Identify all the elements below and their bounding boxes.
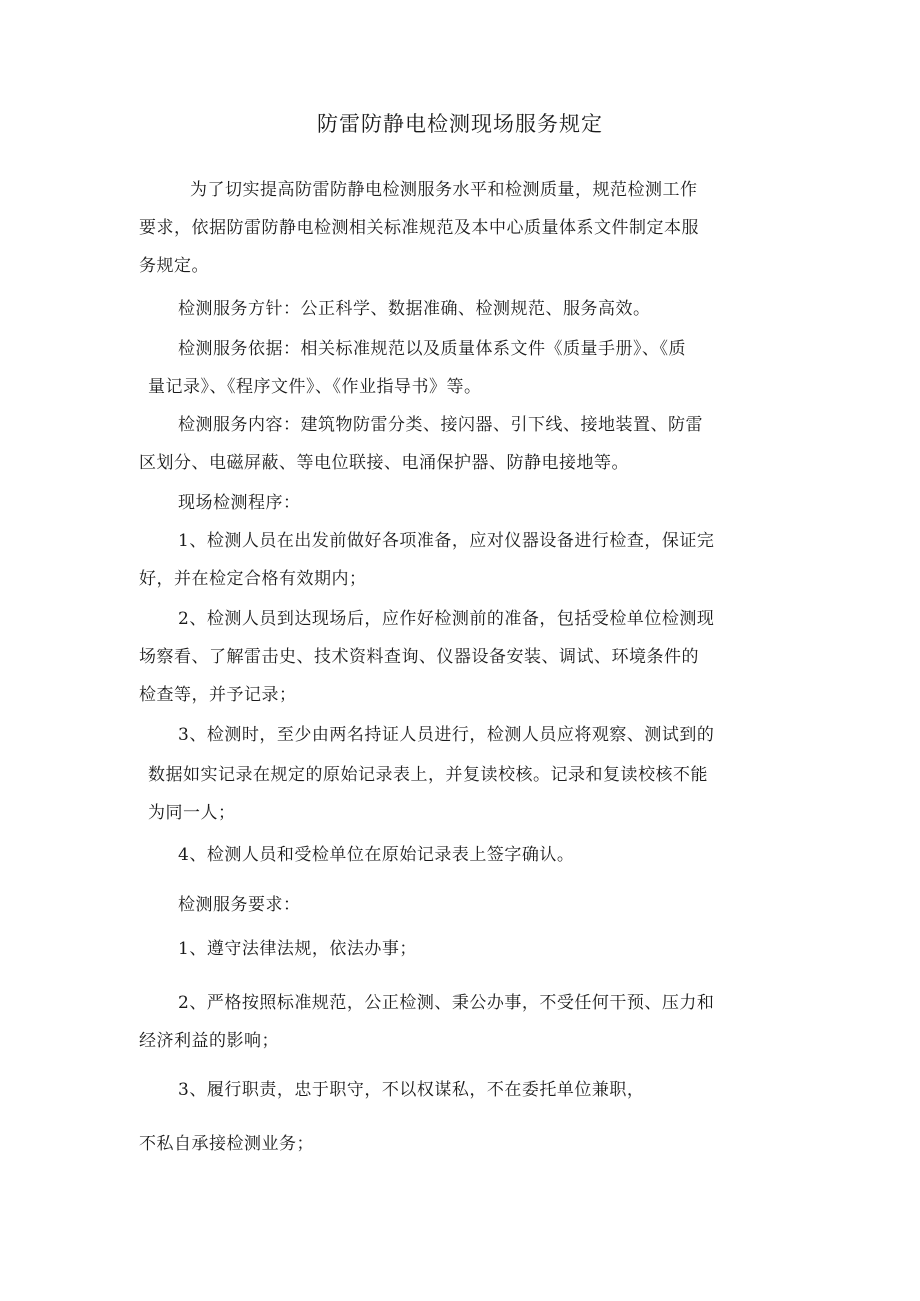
- procedure-3-line-2: 数据如实记录在规定的原始记录表上，并复读校核。记录和复读校核不能: [148, 765, 708, 785]
- requirement-2-line-1: 2、严格按照标准规范，公正检测、秉公办事，不受任何干预、压力和: [178, 993, 715, 1013]
- intro-line-1: 为了切实提高防雷防静电检测服务水平和检测质量，规范检测工作: [190, 180, 698, 200]
- procedure-2-line-1: 2、检测人员到达现场后，应作好检测前的准备，包括受检单位检测现: [178, 609, 715, 629]
- intro-line-3: 务规定。: [139, 256, 209, 276]
- service-basis-line-2: 量记录》、《程序文件》、《作业指导书》等。: [148, 377, 482, 397]
- requirement-1: 1、遵守法律法规，依法办事；: [178, 939, 417, 959]
- requirement-3-line-1: 3、履行职责，忠于职守，不以权谋私，不在委托单位兼职，: [178, 1080, 645, 1100]
- intro-line-2: 要求，依据防雷防静电检测相关标准规范及本中心质量体系文件制定本服: [139, 218, 699, 238]
- service-policy: 检测服务方针：公正科学、数据准确、检测规范、服务高效。: [178, 299, 651, 319]
- service-content-line-1: 检测服务内容：建筑物防雷分类、接闪器、引下线、接地装置、防雷: [178, 415, 703, 435]
- procedure-4: 4、检测人员和受检单位在原始记录表上签字确认。: [178, 845, 575, 865]
- requirements-heading: 检测服务要求：: [178, 895, 301, 915]
- requirement-2-line-2: 经济利益的影响；: [139, 1031, 279, 1051]
- service-content-line-2: 区划分、电磁屏蔽、等电位联接、电涌保护器、防静电接地等。: [139, 453, 629, 473]
- procedure-1-line-1: 1、检测人员在出发前做好各项准备，应对仪器设备进行检查，保证完: [178, 531, 715, 551]
- procedure-3-line-1: 3、检测时，至少由两名持证人员进行，检测人员应将观察、测试到的: [178, 725, 715, 745]
- procedure-heading: 现场检测程序：: [178, 493, 301, 513]
- service-basis-line-1: 检测服务依据：相关标准规范以及质量体系文件《质量手册》、《质: [178, 339, 686, 359]
- procedure-3-line-3: 为同一人；: [148, 803, 236, 823]
- requirement-3-line-2: 不私自承接检测业务；: [139, 1134, 314, 1154]
- procedure-2-line-3: 检查等，并予记录；: [139, 685, 297, 705]
- procedure-2-line-2: 场察看、了解雷击史、技术资料查询、仪器设备安装、调试、环境条件的: [139, 647, 699, 667]
- document-title: 防雷防静电检测现场服务规定: [317, 112, 603, 136]
- procedure-1-line-2: 好，并在检定合格有效期内；: [139, 569, 367, 589]
